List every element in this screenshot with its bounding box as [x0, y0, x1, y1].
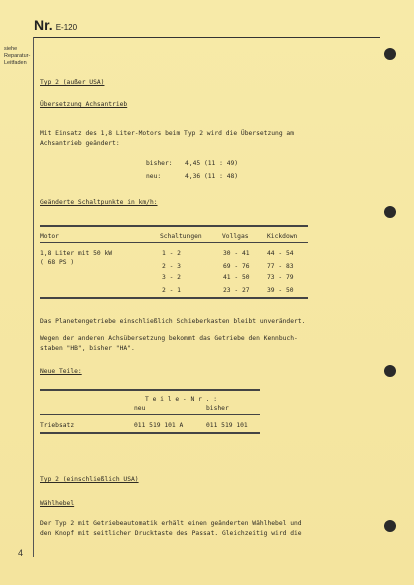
bulletin-code: E-120 — [55, 23, 78, 32]
part-name: Triebsatz — [40, 422, 75, 429]
shift-table-title: Geänderte Schaltpunkte in km/h: — [40, 199, 158, 206]
table-header-rule — [40, 242, 308, 243]
binder-hole-icon — [384, 48, 396, 60]
motor-power: ( 68 PS ) — [40, 259, 75, 266]
parts-bottom-rule — [40, 432, 260, 434]
sidebar-note — [4, 46, 30, 67]
shift-cell: 39 - 50 — [267, 287, 294, 294]
section-subtitle: Wählhebel — [40, 500, 75, 507]
shift-cell: 2 - 3 — [162, 263, 181, 270]
margin-rule — [33, 37, 34, 557]
shift-cell: 3 - 2 — [162, 274, 181, 281]
bulletin-nr-label: Nr. — [34, 17, 53, 33]
parts-header-rule — [40, 414, 260, 415]
motor-name: 1,8 Liter mit 50 kW — [40, 250, 113, 257]
binder-hole-icon — [384, 206, 396, 218]
parts-top-rule — [40, 389, 260, 391]
col-header-fullthrottle: Vollgas — [222, 233, 249, 240]
shift-cell: 44 - 54 — [267, 250, 294, 257]
ratio-old-value: 4,45 (11 : 49) — [185, 160, 239, 167]
shift-cell: 41 - 50 — [223, 274, 250, 281]
ratio-new-value: 4,36 (11 : 48) — [185, 173, 239, 180]
parts-header-old: bisher — [206, 405, 229, 412]
table-bottom-rule — [40, 297, 308, 299]
binder-hole-icon — [384, 365, 396, 377]
part-number-new: 011 519 101 A — [134, 422, 184, 429]
page-number: 4 — [18, 548, 24, 558]
shift-cell: 23 - 27 — [223, 287, 250, 294]
table-top-rule — [40, 225, 308, 227]
sidebar-line: Leitfaden — [4, 60, 27, 66]
parts-header-new: neu — [134, 405, 146, 412]
parts-header: T e i l e - N r . : — [145, 396, 218, 403]
col-header-shifts: Schaltungen — [160, 233, 202, 240]
shift-cell: 1 - 2 — [162, 250, 181, 257]
paragraph-line: Der Typ 2 mit Getriebeautomatik erhält einen geänderten Wählhebel und — [40, 520, 302, 527]
shift-cell: 69 - 76 — [223, 263, 250, 270]
sidebar-line: Reparatur- — [4, 53, 31, 59]
shift-cell: 2 - 1 — [162, 287, 181, 294]
section-title: Typ 2 (einschließlich USA) — [40, 476, 139, 483]
bulletin-number — [34, 17, 77, 33]
section-subtitle: Übersetzung Achsantrieb — [40, 101, 128, 108]
ratio-old-label: bisher: — [146, 160, 173, 167]
paragraph-line: staben "HB", bisher "HA". — [40, 345, 135, 352]
parts-title: Neue Teile: — [40, 368, 82, 375]
paragraph-line: Achsantrieb geändert: — [40, 140, 120, 147]
section-title: Typ 2 (außer USA) — [40, 79, 105, 86]
col-header-kickdown: Kickdown — [267, 233, 298, 240]
shift-cell: 77 - 83 — [267, 263, 294, 270]
shift-cell: 30 - 41 — [223, 250, 250, 257]
ratio-new-label: neu: — [146, 173, 162, 180]
binder-hole-icon — [384, 520, 396, 532]
paragraph-line: Mit Einsatz des 1,8 Liter-Motors beim Typ 2 wird die Übersetzung am — [40, 130, 295, 137]
paragraph-line: Wegen der anderen Achsübersetzung bekommt das Getriebe den Kennbuch- — [40, 335, 298, 342]
paragraph-line: den Knopf mit seitlicher Drucktaste des Passat. Gleichzeitig wird die — [40, 530, 302, 537]
shift-cell: 73 - 79 — [267, 274, 294, 281]
sidebar-line: siehe — [4, 46, 18, 52]
part-number-old: 011 519 101 — [206, 422, 248, 429]
paragraph-line: Das Planetengetriebe einschließlich Schieberkasten bleibt unverändert. — [40, 318, 306, 325]
col-header-motor: Motor — [40, 233, 59, 240]
header-rule — [34, 37, 380, 38]
